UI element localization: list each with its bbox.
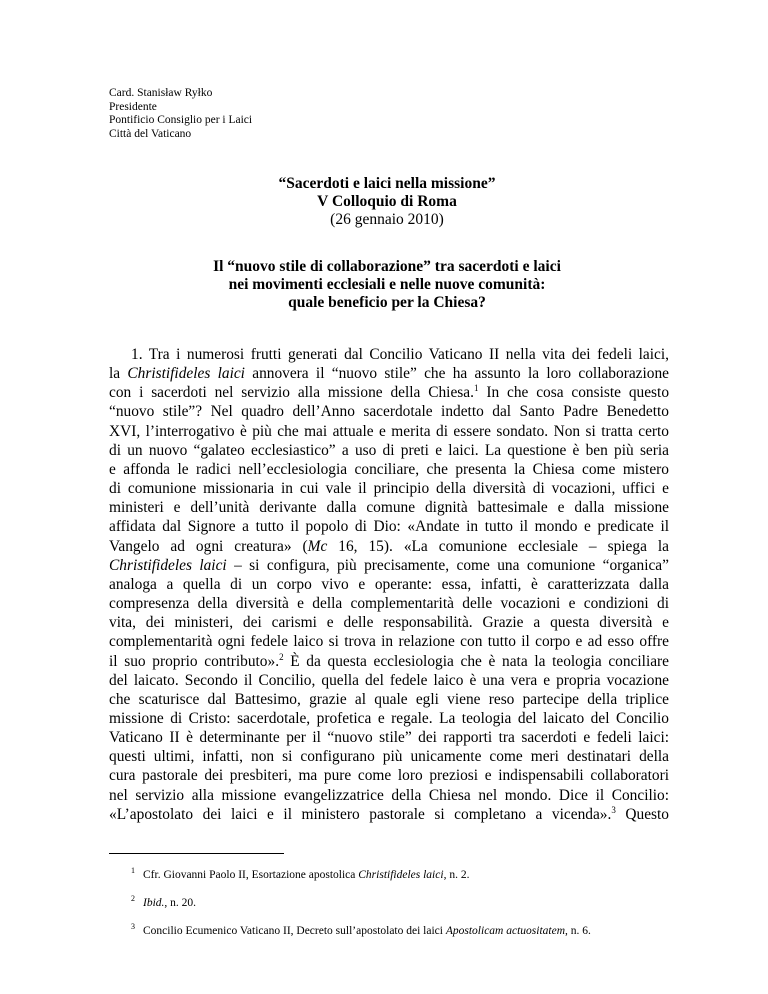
body-line: nel servizio alla missione evangelizzatrice della Chiesa nel mondo. Dice il Concilio:	[109, 786, 669, 804]
body-line: Christifideles laici – si configura, più precisamente, come una comunione “organica”	[109, 556, 669, 574]
body-line: complementarità ogni fedele laico si trova in relazione con tutto il corpo e ad esso offre	[109, 633, 669, 651]
body-line: questi ultimi, infatti, non si configurano più unicamente come meri destinatari della	[109, 748, 669, 766]
sender-block	[109, 87, 252, 141]
body-line: con i sacerdoti nel servizio alla missione della Chiesa.$^1$ In che cosa consiste questo	[109, 383, 670, 402]
title-block	[109, 175, 665, 229]
footnote-separator	[109, 853, 284, 854]
body-line: la Christifideles laici annovera il “nuovo stile” che ha assunto la loro collaborazione	[109, 365, 669, 383]
body-line: del laicato. Secondo il Concilio, quella del fedele laico è una vera e propria vocazione	[109, 671, 669, 689]
sender-office: Pontificio Consiglio per i Laici	[109, 114, 253, 126]
subtitle-line-2: nei movimenti ecclesiali e nelle nuove comunità:	[228, 276, 546, 293]
body-line: 1. Tra i numerosi frutti generati dal Concilio Vaticano II nella vita dei fedeli laici,	[131, 346, 669, 363]
subtitle-line-3: quale beneficio per la Chiesa?	[288, 294, 486, 311]
body-line: di comunione missionaria in cui vale il principio della diversità di vocazioni, uffici e	[109, 480, 669, 498]
footnote-ref: 3	[611, 804, 616, 815]
body-line: analoga a quella di un corpo vivo e operante: essa, infatti, è caratterizzata dalla	[109, 575, 669, 593]
subtitle-line-1: Il “nuovo stile di collaborazione” tra sacerdoti e laici	[213, 258, 561, 275]
subtitle-block	[109, 258, 665, 312]
body-line: di un nuovo “galateo ecclesiastico” a uso di preti e laici. La questione è ben più seria	[109, 441, 669, 459]
body-line: cura pastorale dei presbiteri, ma pure come loro preziosi e indispensabili collaboratori	[109, 767, 669, 785]
body-line: ministeri e dell’unità derivante dalla comune dignità battesimale e dalla missione	[109, 499, 669, 517]
sender-name: Card. Stanisław Ryłko	[109, 87, 213, 99]
footnotes	[109, 868, 669, 952]
body-line: «L’apostolato dei laici e il ministero pastorale si completano a vicenda».$^3$ Questo	[109, 804, 670, 823]
footnote: $^2$ Ibid., n. 20.	[131, 894, 197, 909]
body-line: Vaticano II è determinante per il “nuovo stile” dei rapporti tra sacerdoti e fedeli laici:	[109, 729, 669, 747]
title-line-2: V Colloquio di Roma	[317, 193, 457, 210]
body-line: “nuovo stile”? Nel quadro dell’Anno sacerdotale indetto dal Santo Padre Benedetto	[109, 403, 669, 421]
sender-place: Città del Vaticano	[109, 127, 192, 140]
body-line: e affonda le radici nell’ecclesiologia conciliare, che presenta la Chiesa come mistero	[109, 460, 669, 478]
title-date: (26 gennaio 2010)	[330, 211, 444, 228]
body-line: vita, dei ministeri, dei carismi e delle responsabilità. Grazie a questa diversità e	[109, 614, 669, 632]
title-line-1: “Sacerdoti e laici nella missione”	[278, 175, 496, 192]
footnote: $^3$ Concilio Ecumenico Vaticano II, Decreto sull’apostolato dei laici Apostolicam actuositatem, n. 6.	[131, 922, 591, 937]
footnote-ref: 1	[473, 383, 479, 394]
body-line: il suo proprio contributo».$^2$ È da questa ecclesiologia che è nata la teologia conciliare	[109, 651, 670, 670]
body-line: missione di Cristo: sacerdotale, profetica e regale. La teologia del laicato del Concilio	[109, 709, 669, 727]
body-line: che scaturisce dal Battesimo, grazie al quale egli viene reso partecipe della triplice	[109, 690, 669, 708]
sender-role: Presidente	[109, 100, 157, 113]
footnote: $^1$ Cfr. Giovanni Paolo II, Esortazione apostolica Christifideles laici, n. 2.	[131, 866, 470, 881]
body-line: Vangelo ad ogni creatura» (Mc 16, 15). «La comunione ecclesiale – spiega la	[109, 537, 669, 555]
body-text	[109, 345, 669, 824]
body-line: affidata dal Signore a tutto il popolo di Dio: «Andate in tutto il mondo e predicate il	[109, 518, 669, 536]
body-line: XVI, l’interrogativo è più che mai attuale e merita di essere sondato. Non si tratta certo	[109, 422, 669, 440]
body-line: compresenza della diversità e della complementarità delle vocazioni e condizioni di	[109, 595, 669, 613]
footnote-ref: 2	[279, 651, 284, 662]
